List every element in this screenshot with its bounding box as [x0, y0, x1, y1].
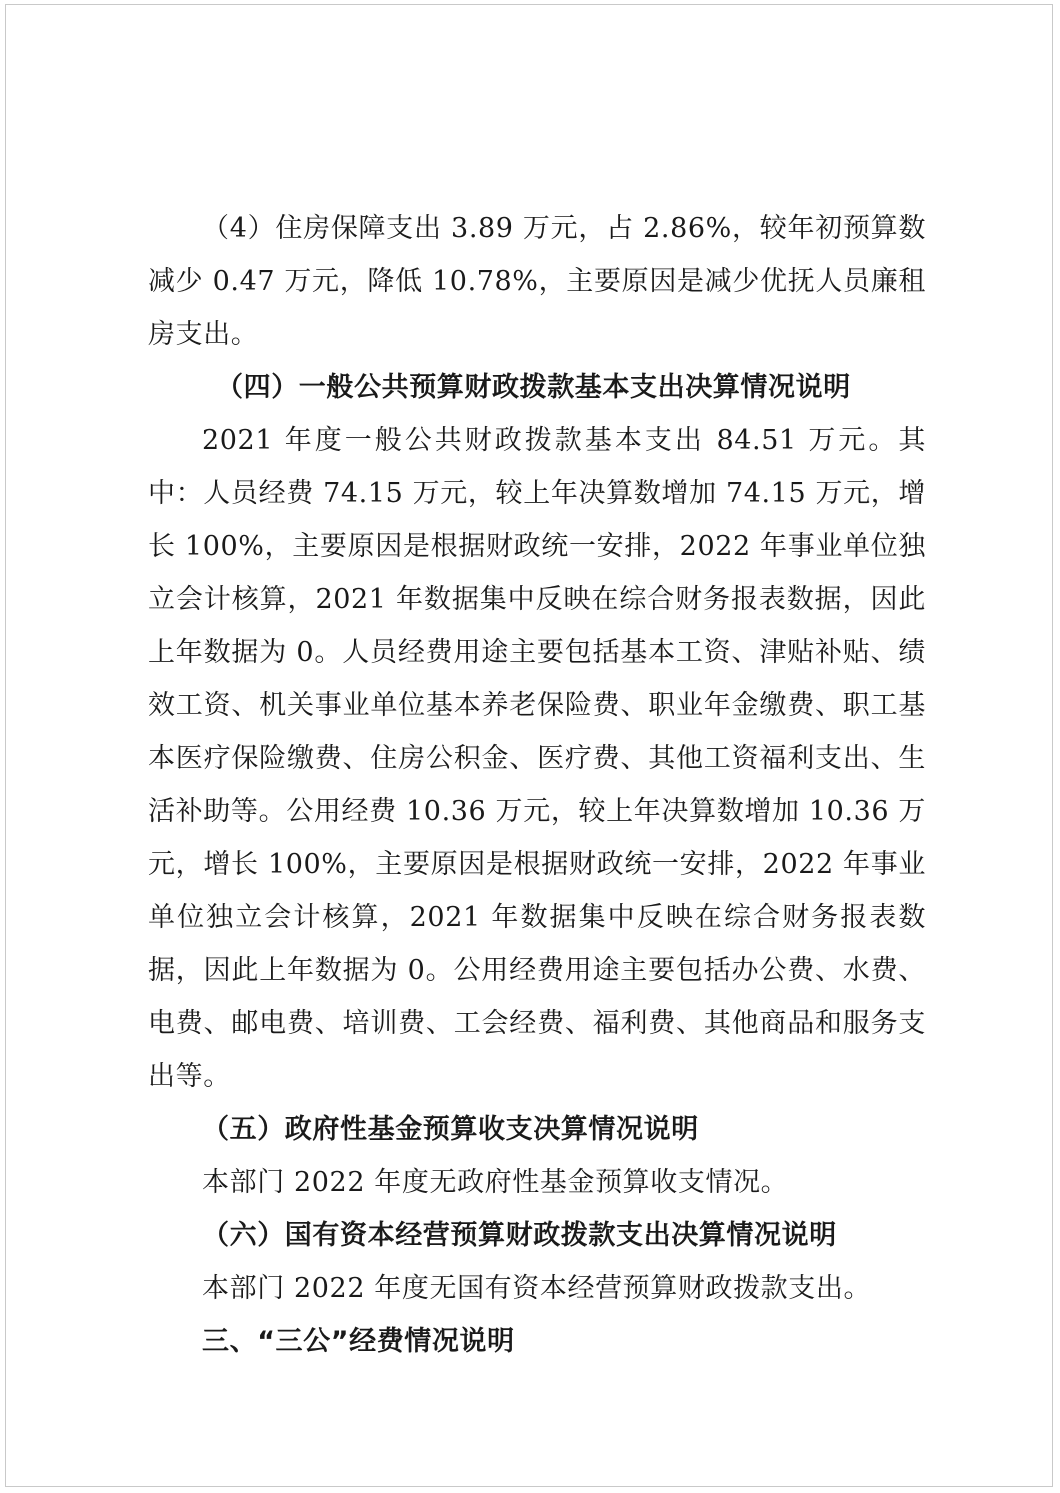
document-page [5, 4, 1053, 1487]
document-body [148, 202, 926, 1368]
heading-three-public-expenses: 三、“三公”经费情况说明 [202, 1326, 515, 1357]
heading-basic-expenditure: （四）一般公共预算财政拨款基本支出决算情况说明 [216, 372, 851, 403]
paragraph-government-fund: 本部门 2022 年度无政府性基金预算收支情况。 [202, 1167, 789, 1198]
heading-government-fund: （五）政府性基金预算收支决算情况说明 [202, 1114, 699, 1145]
heading-state-capital: （六）国有资本经营预算财政拨款支出决算情况说明 [202, 1220, 837, 1251]
paragraph-housing-expenditure: （4）住房保障支出 3.89 万元，占 2.86%，较年初预算数减少 0.47 万元，降低 10.78%，主要原因是减少优抚人员廉租房支出。 [148, 213, 926, 350]
paragraph-state-capital: 本部门 2022 年度无国有资本经营预算财政拨款支出。 [202, 1273, 872, 1304]
paragraph-basic-expenditure: 2021 年度一般公共财政拨款基本支出 84.51 万元。其中：人员经费 74.15 万元，较上年决算数增加 74.15 万元，增长 100%，主要原因是根据财政统一安排，2022 年事业单位独立会计核算，2021 年数据集中反映在综合财务报表数据，因此上年数据为 0。人员经费用途主要包括基本工资、津贴补贴、绩效工资、机关事业单位基本养老保险费、职业年金缴费、职工基本医疗保险缴费、住房公积金、医疗费、其他工资福利支出、生活补助等。公用经费 10.36 万元，较上年决算数增加 10.36 万元，增长 100%，主要原因是根据财政统一安排，2022 年事业单位独立会计核算，2021 年数据集中反映在综合财务报表数据，因此上年数据为 0。公用经费用途主要包括办公费、水费、电费、邮电费、培训费、工会经费、福利费、其他商品和服务支出等。 [148, 425, 926, 1092]
